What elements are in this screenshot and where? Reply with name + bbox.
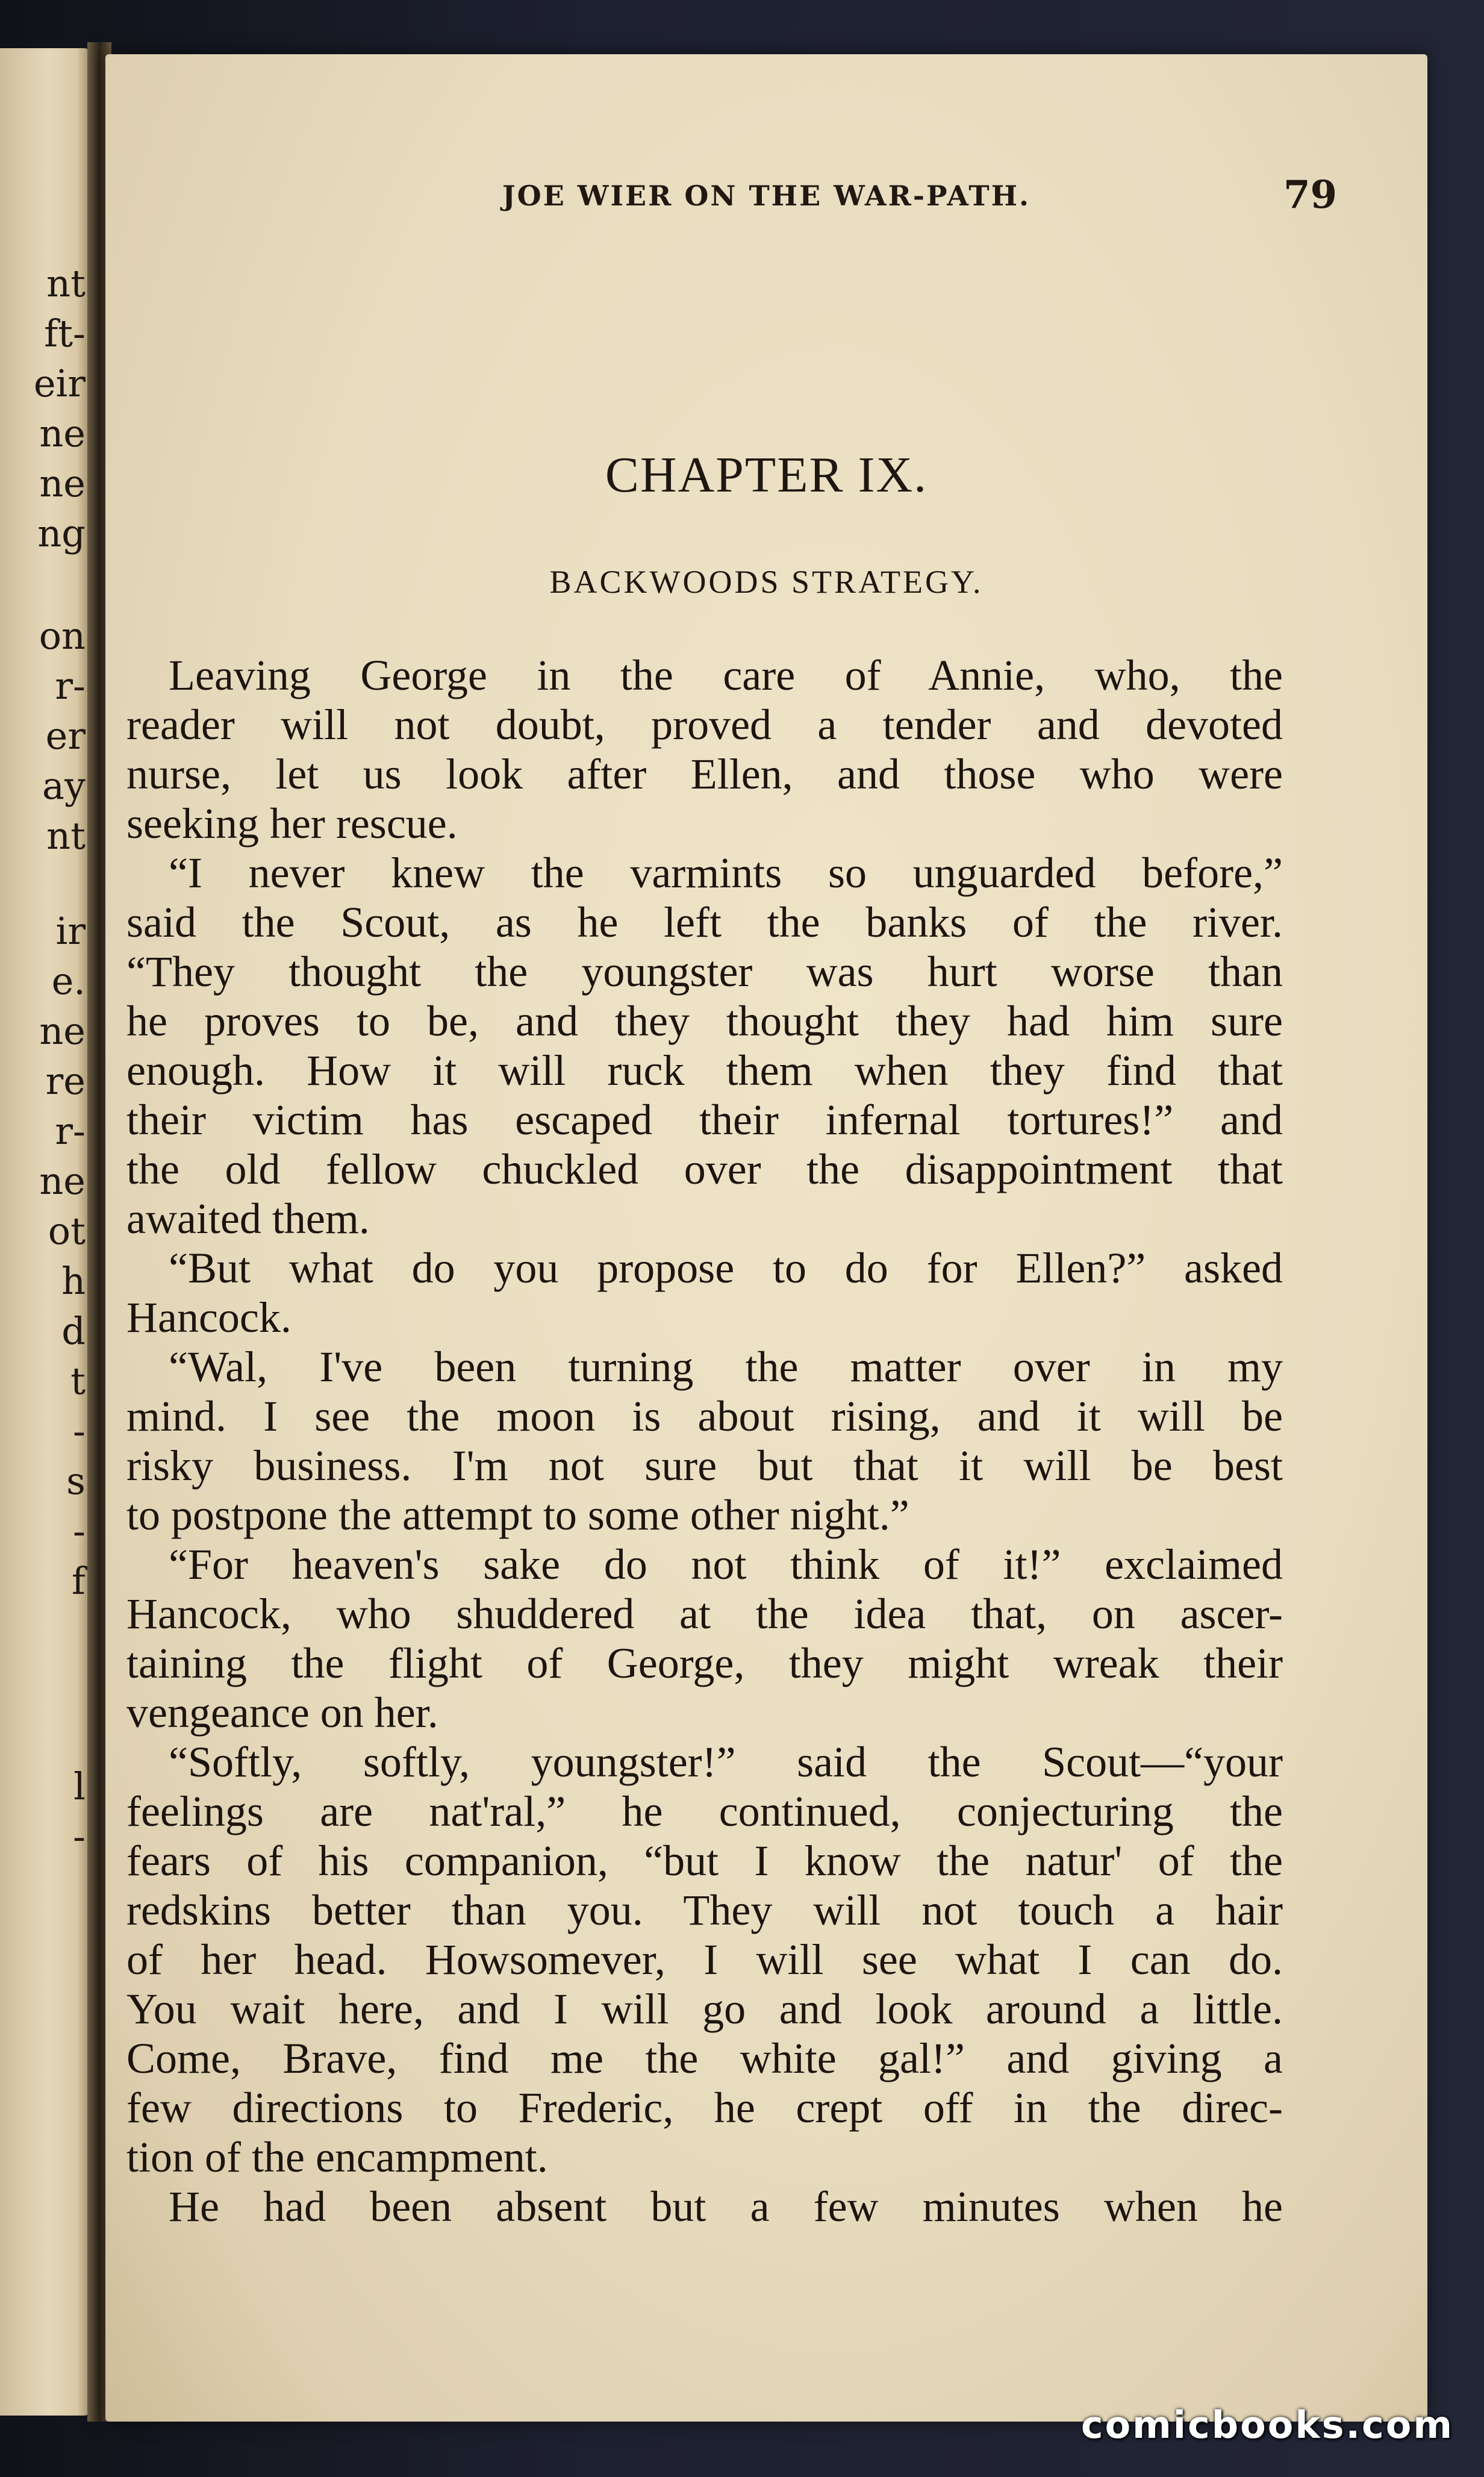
text-line: their victim has escaped their infernal tortures!” and	[126, 1096, 1283, 1144]
text-line: taining the flight of George, they might wreak their	[126, 1639, 1283, 1687]
left-page-text-fragment: nt	[46, 814, 86, 858]
site-watermark: comicbooks.com	[1080, 2403, 1454, 2447]
text-line: “Softly, softly, youngster!” said the Scout—“your	[169, 1738, 1283, 1786]
left-page-text-fragment: h	[61, 1259, 86, 1303]
text-line: “Wal, I've been turning the matter over in my	[169, 1343, 1283, 1391]
text-line: Hancock.	[126, 1293, 292, 1342]
text-line: Come, Brave, find me the white gal!” and giving a	[126, 2034, 1283, 2082]
text-line: risky business. I'm not sure but that it will be best	[126, 1442, 1283, 1490]
left-page-text-fragment: -	[73, 1509, 86, 1553]
left-page-text-fragment: ay	[42, 764, 86, 808]
left-page-text-fragment: er	[45, 714, 86, 758]
text-line: mind. I see the moon is about rising, and it will be	[126, 1392, 1283, 1440]
left-page-text-fragment: ne	[39, 1009, 86, 1053]
left-page-text-fragment: re	[45, 1059, 86, 1103]
text-line: he proves to be, and they thought they had him sure	[126, 997, 1283, 1045]
text-line: You wait here, and I will go and look around a little.	[126, 1985, 1283, 2033]
left-page-text-fragment: t	[70, 1359, 86, 1403]
text-line: of her head. Howsomever, I will see what I can do.	[126, 1935, 1283, 1984]
text-line: nurse, let us look after Ellen, and those who were	[126, 750, 1283, 798]
text-line: vengeance on her.	[126, 1688, 438, 1737]
left-page-text-fragment: on	[39, 614, 86, 658]
text-line: reader will not doubt, proved a tender and devoted	[126, 701, 1283, 749]
text-line: “For heaven's sake do not think of it!” exclaimed	[169, 1540, 1283, 1588]
book-page	[105, 54, 1427, 2422]
left-page-text-fragment: r-	[55, 664, 86, 708]
left-page-text-fragment: e.	[51, 959, 86, 1003]
left-page-text-fragment: s	[66, 1459, 86, 1503]
text-line: the old fellow chuckled over the disappointment that	[126, 1145, 1283, 1193]
left-page-text-fragment: ne	[39, 1159, 86, 1203]
text-line: “They thought the youngster was hurt worse than	[126, 948, 1283, 996]
text-line: Leaving George in the care of Annie, who, the	[169, 651, 1283, 699]
text-line: seeking her rescue.	[126, 799, 458, 848]
text-line: redskins better than you. They will not touch a hair	[126, 1886, 1283, 1934]
left-page-text-fragment: d	[61, 1309, 86, 1353]
text-line: “I never knew the varmints so unguarded before,”	[169, 849, 1283, 897]
body-text	[126, 651, 1283, 2231]
left-page-text-fragment: ft-	[44, 311, 86, 355]
running-head: JOE WIER ON THE WAR-PATH.	[502, 180, 1031, 212]
text-line: said the Scout, as he left the banks of the river.	[126, 898, 1283, 946]
left-page-text-fragment: ng	[37, 511, 86, 555]
previous-page-edge	[0, 48, 90, 2416]
text-line: He had been absent but a few minutes when he	[169, 2182, 1283, 2231]
left-page-text-fragment: ne	[39, 411, 86, 455]
chapter-subtitle: BACKWOODS STRATEGY.	[549, 564, 984, 600]
page-number: 79	[1283, 172, 1337, 217]
text-line: awaited them.	[126, 1195, 370, 1243]
left-page-text-fragment: -	[73, 1814, 86, 1858]
text-line: few directions to Frederic, he crept off in the direc-	[126, 2084, 1283, 2132]
text-line: Hancock, who shuddered at the idea that, on ascer-	[126, 1590, 1283, 1638]
chapter-title: CHAPTER IX.	[605, 447, 928, 503]
text-line: to postpone the attempt to some other night.”	[126, 1491, 909, 1539]
left-page-text-fragment: ot	[48, 1209, 86, 1253]
text-line: enough. How it will ruck them when they find that	[126, 1046, 1283, 1095]
left-page-text-fragment: r-	[55, 1109, 86, 1153]
left-page-text-fragment: ne	[39, 461, 86, 505]
text-line: fears of his companion, “but I know the natur' of the	[126, 1837, 1283, 1885]
left-page-text-fragment: -	[73, 1409, 86, 1453]
left-page-text-fragment: ir	[55, 909, 86, 953]
text-line: tion of the encampment.	[126, 2133, 548, 2181]
text-line: “But what do you propose to do for Ellen?” asked	[169, 1244, 1283, 1292]
left-page-text-fragment: l	[73, 1764, 86, 1808]
text-line: feelings are nat'ral,” he continued, conjecturing the	[126, 1787, 1283, 1835]
left-page-text-fragment: nt	[46, 261, 86, 305]
left-page-text-fragment: eir	[33, 361, 86, 405]
left-page-text-fragment: f	[72, 1559, 86, 1603]
